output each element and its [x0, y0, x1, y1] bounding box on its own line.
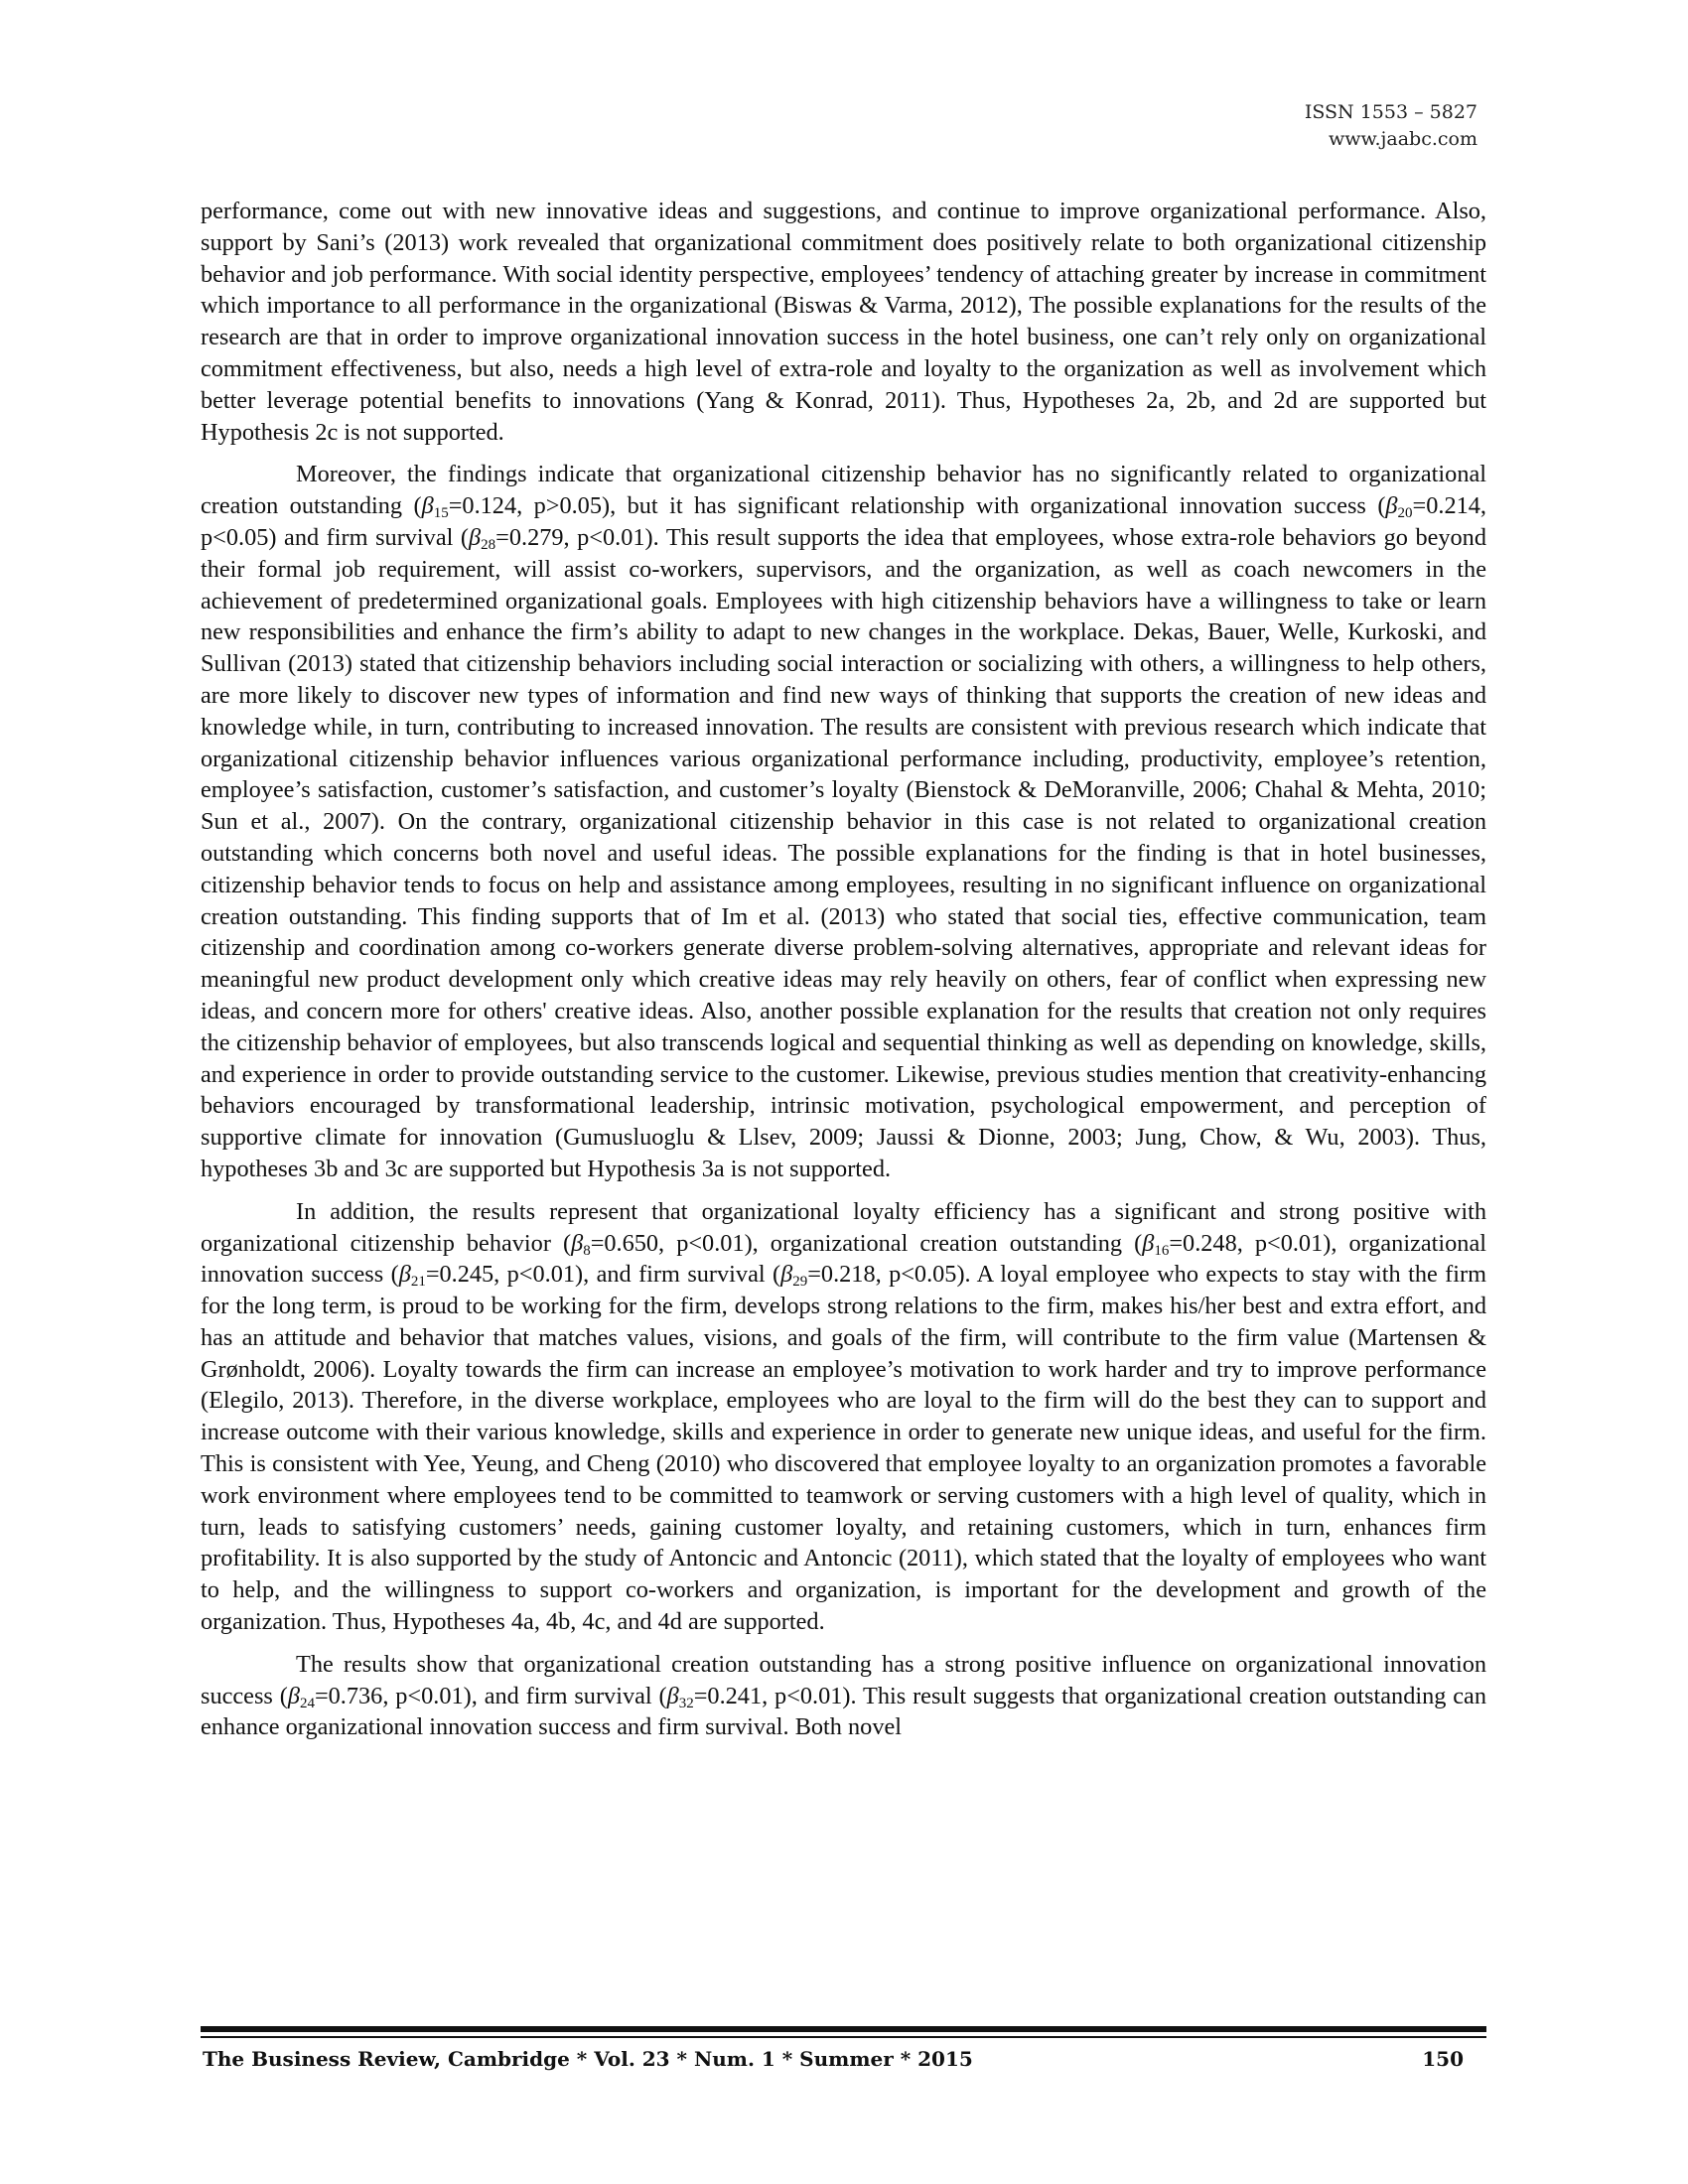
footer-divider-thick	[201, 2026, 1486, 2032]
beta-symbol: β	[1142, 1229, 1155, 1257]
paragraph-3	[201, 1196, 1486, 1638]
beta-symbol: β	[780, 1261, 793, 1289]
paragraph-3-text: In addition, the results represent that organizational loyalty efficiency has a significant and strong positive with organizational citizenship behavior (	[201, 1197, 1486, 1257]
paragraph-4	[201, 1649, 1486, 1743]
article-body	[201, 196, 1486, 1743]
paragraph-3-text: =0.218, p<0.05). A loyal employee who expects to stay with the firm for the long term, is proud to be working for the firm, develops strong relations to the firm, makes his/her best and extra effort, and has an attitude and behavior that matches values, visions, and goals of the firm, will contribute to the firm value (Martensen & Grønholdt, 2006). Loyalty towards the firm can increase an employee’s motivation to work harder and try to improve performance (Elegilo, 2013). Therefore, in the diverse workplace, employees who are loyal to the firm will do the best they can to support and increase outcome with their various knowledge, skills and experience in order to generate new unique ideas, and useful for the firm. This is consistent with Yee, Yeung, and Cheng (2010) who discovered that employee loyalty to an organization promotes a favorable work environment where employees tend to be committed to teamwork or serving customers with a high level of quality, which in turn, leads to satisfying customers’ needs, gaining customer loyalty, and retaining customers, which in turn, enhances firm profitability. It is also supported by the study of Antoncic and Antoncic (2011), which stated that the loyalty of employees who want to help, and the willingness to support co-workers and organization, is important for the development and growth of the organization. Thus, Hypotheses 4a, 4b, 4c, and 4d are supported.	[201, 1261, 1486, 1636]
beta-subscript: 28	[481, 536, 496, 553]
beta-subscript: 16	[1154, 1242, 1170, 1259]
beta-symbol: β	[287, 1682, 300, 1709]
beta-symbol: β	[421, 492, 434, 520]
journal-header	[1305, 99, 1477, 153]
paragraph-1: performance, come out with new innovative ideas and suggestions, and continue to improve organizational performance. Also, support by Sani’s (2013) work revealed that organizational commitment does positively relate to both organizational citizenship behavior and job performance. With social identity perspective, employees’ tendency of attaching greater by increase in commitment which importance to all performance in the organizational (Biswas & Varma, 2012), The possible explanations for the results of the research are that in order to improve organizational innovation success in the hotel business, one can’t rely only on organizational commitment effectiveness, but also, needs a high level of extra-role and loyalty to the organization as well as involvement which better leverage potential benefits to innovations (Yang & Konrad, 2011). Thus, Hypotheses 2a, 2b, and 2d are supported but Hypothesis 2c is not supported.	[201, 198, 1486, 446]
paragraph-4-text: =0.736, p<0.01), and firm survival (	[314, 1682, 667, 1709]
beta-symbol: β	[469, 523, 482, 551]
beta-subscript: 20	[1397, 505, 1413, 522]
issn-label: ISSN 1553 – 5827	[1304, 101, 1477, 123]
beta-symbol: β	[666, 1682, 679, 1709]
footer-journal-citation: The Business Review, Cambridge * Vol. 23 * Num. 1 * Summer * 2015	[203, 2047, 973, 2071]
paragraph-2	[201, 459, 1486, 1184]
paragraph-2-text: =0.214, p<0.05) and firm survival (	[201, 492, 1486, 551]
paragraph-3-text: =0.248, p<0.01), organizational innovation success (	[201, 1229, 1486, 1289]
paragraph-3-text: =0.650, p<0.01), organizational creation outstanding (	[590, 1229, 1143, 1257]
beta-subscript: 24	[299, 1695, 315, 1711]
beta-subscript: 29	[792, 1274, 808, 1291]
beta-symbol: β	[1385, 492, 1398, 520]
paragraph-2-text: Moreover, the findings indicate that organizational citizenship behavior has no significantly related to organizational creation outstanding (	[201, 461, 1486, 520]
paragraph-2-text: =0.279, p<0.01). This result supports the idea that employees, whose extra-role behaviors go beyond their formal job requirement, will assist co-workers, supervisors, and the organization, as well as coach newcomers in the achievement of predetermined organizational goals. Employees with high citizenship behaviors have a willingness to take or learn new responsibilities and enhance the firm’s ability to adapt to new changes in the workplace. Dekas, Bauer, Welle, Kurkoski, and Sullivan (2013) stated that citizenship behaviors including social interaction or socializing with others, a willingness to help others, are more likely to discover new types of information and find new ways of thinking that supports the creation of new ideas and knowledge while, in turn, contributing to increased innovation. The results are consistent with previous research which indicate that organizational citizenship behavior influences various organizational performance including, productivity, employee’s retention, employee’s satisfaction, customer’s satisfaction, and customer’s loyalty (Bienstock & DeMoranville, 2006; Chahal & Mehta, 2010; Sun et al., 2007). On the contrary, organizational citizenship behavior in this case is not related to organizational creation outstanding which concerns both novel and useful ideas. The possible explanations for the finding is that in hotel businesses, citizenship behavior tends to focus on help and assistance among employees, resulting in no significant influence on organizational creation outstanding. This finding supports that of Im et al. (2013) who stated that social ties, effective communication, team citizenship and coordination among co-workers generate diverse problem-solving alternatives, appropriate and relevant ideas for meaningful new product development only which creative ideas may rely heavily on others, fear of conflict when expressing new ideas, and concern more for others' creative ideas. Also, another possible explanation for the results that creation not only requires the citizenship behavior of employees, but also transcends logical and sequential thinking as well as depending on knowledge, skills, and experience in order to provide outstanding service to the customer. Likewise, previous studies mention that creativity-enhancing behaviors encouraged by transformational leadership, intrinsic motivation, psychological empowerment, and perception of supportive climate for innovation (Gumusluoglu & Llsev, 2009; Jaussi & Dionne, 2003; Jung, Chow, & Wu, 2003). Thus, hypotheses 3b and 3c are supported but Hypothesis 3a is not supported.	[201, 523, 1486, 1182]
paragraph-2-text: =0.124, p>0.05), but it has significant relationship with organizational innovation success (	[448, 492, 1386, 520]
paragraph-3-text: =0.245, p<0.01), and firm survival (	[425, 1261, 781, 1289]
beta-subscript: 21	[410, 1274, 426, 1291]
beta-symbol: β	[398, 1261, 411, 1289]
beta-subscript: 32	[678, 1695, 694, 1711]
footer-divider-thin	[201, 2036, 1486, 2038]
page-number: 150	[1422, 2047, 1464, 2071]
website-label: www.jaabc.com	[1328, 128, 1477, 150]
paragraph-4-text: The results show that organizational creation outstanding has a strong positive influence on organizational innovation success (	[201, 1650, 1486, 1709]
paragraph-4-text: =0.241, p<0.01). This result suggests that organizational creation outstanding can enhance organizational innovation success and firm survival. Both novel	[201, 1682, 1486, 1741]
beta-subscript: 15	[433, 505, 449, 522]
beta-symbol: β	[571, 1229, 584, 1257]
beta-subscript: 8	[583, 1242, 591, 1259]
